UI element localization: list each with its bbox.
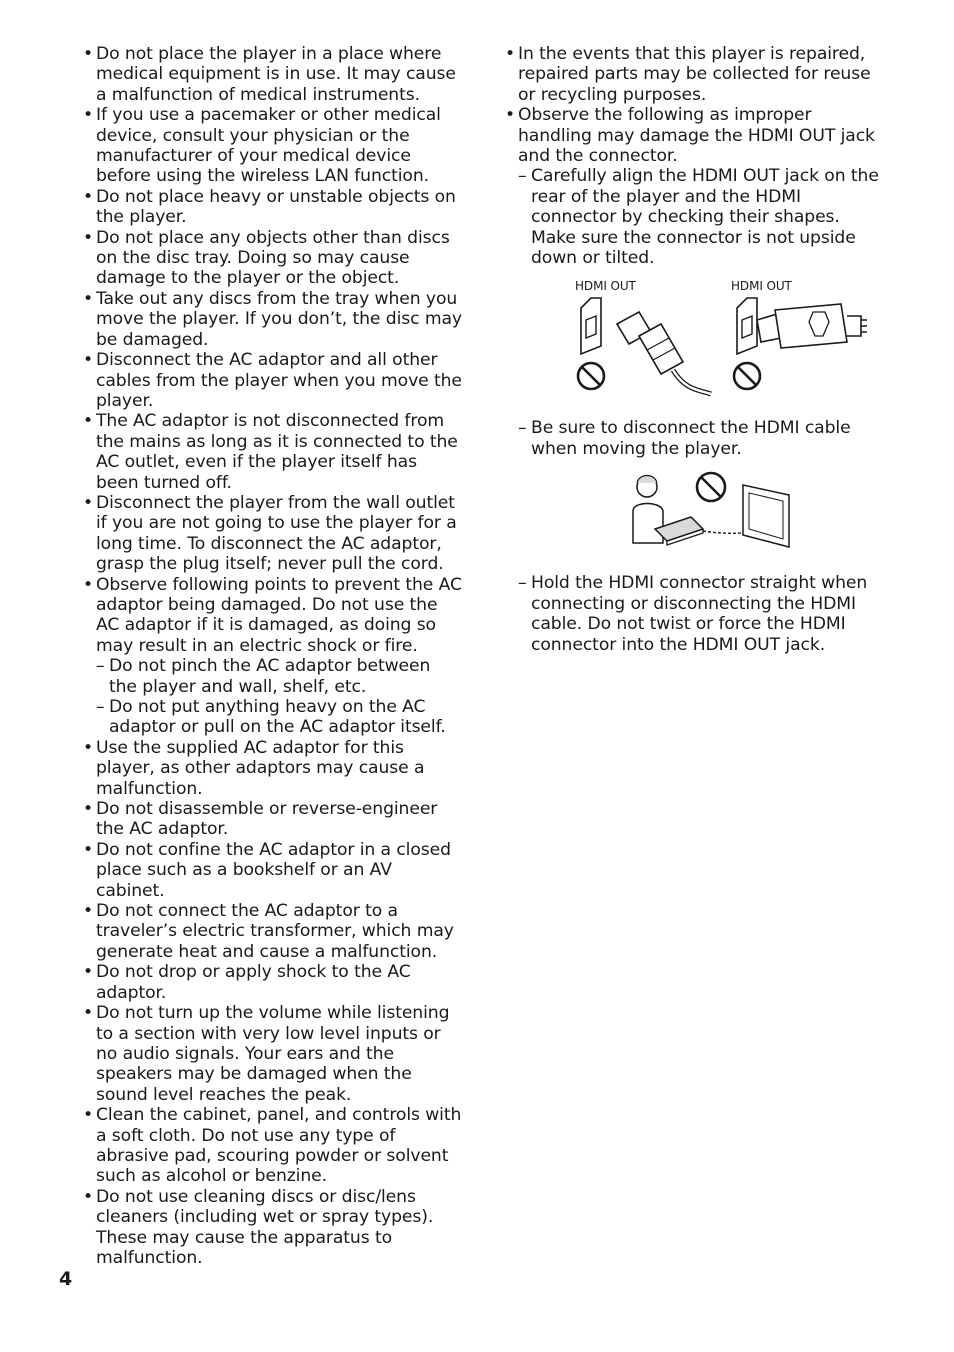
hdmi-out-label-2: HDMI OUT	[731, 279, 792, 294]
bullet-text: Observe the following as improper handling may damage the HDMI OUT jack and the connector.	[518, 105, 875, 167]
bullet-item	[505, 44, 885, 105]
bullet-item	[83, 1105, 463, 1187]
bullet-item	[83, 901, 463, 962]
bullet-text: Take out any discs from the tray when you move the player. If you don’t, the disc may be damaged.	[96, 288, 462, 350]
bullet-text: Do not place heavy or unstable objects on the player.	[96, 186, 456, 228]
sub-list	[518, 166, 885, 654]
hdmi-plug-tilted-icon	[757, 304, 867, 348]
sub-item	[518, 418, 885, 563]
sub-item-text: Hold the HDMI connector straight when connecting or disconnecting the HDMI cable. Do not twist or force the HDMI connector into the HDMI OUT jack.	[531, 573, 868, 655]
sub-list	[96, 656, 463, 738]
sub-item-text: Do not pinch the AC adaptor between the player and wall, shelf, etc.	[109, 656, 431, 697]
sub-item-text: Be sure to disconnect the HDMI cable when moving the player.	[531, 418, 851, 459]
bullet-text: Do not place any objects other than discs on the disc tray. Doing so may cause damage to the player or the object.	[96, 227, 450, 289]
right-column	[505, 44, 885, 655]
hdmi-alignment-figure	[551, 278, 881, 404]
bullet-text: Do not use cleaning discs or disc/lens cleaners (including wet or spray types). These may cause the apparatus to malfunction.	[96, 1186, 434, 1268]
sub-item	[96, 697, 463, 738]
bullet-item	[505, 105, 885, 655]
sub-item	[96, 656, 463, 697]
bullet-item	[83, 1187, 463, 1269]
prohibited-icon	[734, 363, 760, 389]
hdmi-out-label-1: HDMI OUT	[575, 279, 636, 294]
sub-item-text: Carefully align the HDMI OUT jack on the rear of the player and the HDMI connector by checking their shapes. Make sure the connector is not upside down or tilted.	[531, 166, 879, 269]
bullet-item	[83, 799, 463, 840]
bullet-item	[83, 1003, 463, 1105]
bullet-text: Observe following points to prevent the AC adaptor being damaged. Do not use the AC adaptor if it is damaged, as doing so may result in an electric shock or fire.	[96, 574, 462, 656]
moving-player-figure	[627, 469, 793, 563]
prohibited-icon	[578, 363, 604, 389]
bullet-text: Do not place the player in a place where medical equipment is in use. It may cause a malfunction of medical instruments.	[96, 44, 456, 105]
bullet-text: Do not drop or apply shock to the AC adaptor.	[96, 962, 411, 1003]
bullet-item	[83, 962, 463, 1003]
left-bullet-list	[83, 44, 463, 1268]
bullet-item	[83, 44, 463, 105]
bullet-item	[83, 493, 463, 575]
bullet-text: Clean the cabinet, panel, and controls with a soft cloth. Do not use any type of abrasive pad, scouring powder or solvent such as alcohol or benzine.	[96, 1105, 462, 1187]
bullet-text: Do not disassemble or reverse-engineer the AC adaptor.	[96, 799, 438, 840]
bullet-item	[83, 228, 463, 289]
bullet-item	[83, 738, 463, 799]
bullet-text: Disconnect the player from the wall outlet if you are not going to use the player for a long time. To disconnect the AC adaptor, grasp the plug itself; never pull the cord.	[96, 492, 457, 575]
hdmi-jack-right-icon	[737, 298, 757, 354]
sub-item	[518, 573, 885, 655]
tv-icon	[743, 485, 789, 547]
page-number: 4	[59, 1268, 73, 1290]
bullet-text: In the events that this player is repaired, repaired parts may be collected for reuse or recycling purposes.	[518, 44, 871, 105]
bullet-text: If you use a pacemaker or other medical device, consult your physician or the manufacturer of your medical device before using the wireless LAN function.	[96, 105, 441, 187]
bullet-item	[83, 575, 463, 738]
left-column	[83, 44, 463, 1268]
bullet-text: Disconnect the AC adaptor and all other cables from the player when you move the player.	[96, 350, 462, 411]
bullet-text: Use the supplied AC adaptor for this player, as other adaptors may cause a malfunction.	[96, 737, 425, 799]
bullet-text: The AC adaptor is not disconnected from the mains as long as it is connected to the AC outlet, even if the player itself has been turned off.	[96, 411, 458, 493]
bullet-item	[83, 105, 463, 187]
bullet-item	[83, 187, 463, 228]
bullet-item	[83, 840, 463, 901]
bullet-text: Do not connect the AC adaptor to a traveler’s electric transformer, which may generate heat and cause a malfunction.	[96, 901, 454, 962]
prohibited-icon	[697, 473, 725, 501]
hdmi-jack-left-icon	[581, 298, 601, 354]
bullet-item	[83, 350, 463, 411]
bullet-text: Do not turn up the volume while listening to a section with very low level inputs or no audio signals. Your ears and the speakers may be damaged when the sound level reaches the peak.	[96, 1003, 450, 1105]
bullet-item	[83, 411, 463, 493]
bullet-item	[83, 289, 463, 350]
hdmi-plug-upside-down-icon	[617, 312, 711, 394]
sub-item-text: Do not put anything heavy on the AC adaptor or pull on the AC adaptor itself.	[109, 697, 446, 738]
right-bullet-list	[505, 44, 885, 655]
bullet-text: Do not confine the AC adaptor in a closed place such as a bookshelf or an AV cabinet.	[96, 839, 451, 901]
sub-item	[518, 166, 885, 404]
